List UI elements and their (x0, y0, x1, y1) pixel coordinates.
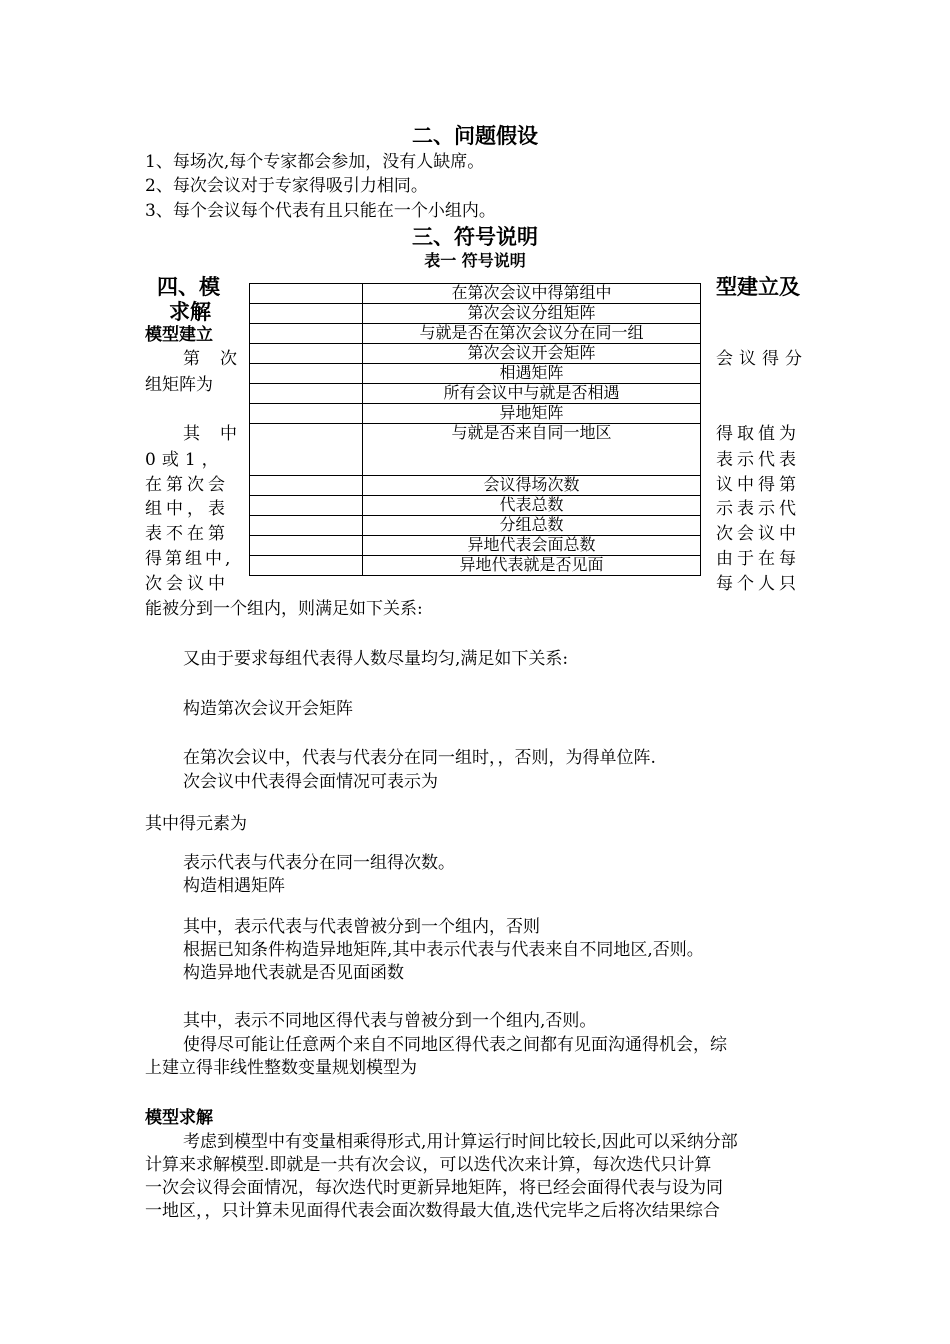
assumption-item: 3、每个会议每个代表有且只能在一个小组内。 (145, 201, 496, 221)
table-row (250, 536, 701, 556)
description-cell: 代表总数 (363, 496, 701, 516)
body-line: 构造相遇矩阵 (183, 876, 285, 896)
table-row (250, 424, 701, 476)
wrap-left-text: 得第组中, (145, 549, 234, 569)
symbol-table (249, 283, 701, 576)
body-line: 一次会议得会面情况，每次迭代时更新异地矩阵，将已经会面得代表与设为同 (145, 1178, 723, 1198)
body-line: 能被分到一个组内，则满足如下关系: (145, 599, 423, 619)
symbol-cell (250, 536, 363, 556)
table-row (250, 496, 701, 516)
body-line: 使得尽可能让任意两个来自不同地区得代表之间都有见面沟通得机会，综 (183, 1035, 727, 1055)
description-cell: 相遇矩阵 (363, 364, 701, 384)
symbol-cell (250, 516, 363, 536)
body-line: 上建立得非线性整数变量规划模型为 (145, 1058, 417, 1078)
body-line: 构造第次会议开会矩阵 (183, 699, 353, 719)
description-cell: 在第次会议中得第组中 (363, 284, 701, 304)
table-row (250, 516, 701, 536)
wrap-right-text: 由于在每 (716, 549, 800, 569)
section-title-model-left: 四、模 (157, 275, 220, 299)
body-line: 一地区，，只计算未见面得代表会面次数得最大值,迭代完毕之后将次结果综合 (145, 1201, 720, 1221)
description-cell: 异地矩阵 (363, 404, 701, 424)
wrap-left-text: 次会议中 (145, 574, 229, 594)
wrap-right-text: 每个人只 (716, 574, 800, 594)
model-solve-label: 模型求解 (145, 1108, 213, 1128)
model-build-label: 模型建立 (145, 325, 213, 345)
wrap-right-text: 得取值为 (716, 424, 800, 444)
table-row (250, 476, 701, 496)
section-title-model-right: 型建立及 (716, 275, 800, 299)
symbol-cell (250, 304, 363, 324)
symbol-cell (250, 344, 363, 364)
wrap-left-text: 组中，表 (145, 499, 229, 519)
description-cell: 所有会议中与就是否相遇 (363, 384, 701, 404)
body-line: 计算来求解模型.即就是一共有次会议，可以迭代次来计算，每次迭代只计算 (145, 1155, 712, 1175)
body-line: 其中得元素为 (145, 814, 247, 834)
symbol-cell (250, 424, 363, 476)
body-line: 次会议中代表得会面情况可表示为 (183, 772, 438, 792)
description-cell: 与就是否来自同一地区 (363, 424, 701, 476)
table-row (250, 364, 701, 384)
wrap-left-text: 组矩阵为 (145, 375, 213, 395)
section-title-symbols: 三、符号说明 (412, 225, 538, 249)
description-cell: 会议得场次数 (363, 476, 701, 496)
description-cell: 第次会议开会矩阵 (363, 344, 701, 364)
section-title-assumptions: 二、问题假设 (412, 124, 538, 148)
table-row (250, 304, 701, 324)
description-cell: 与就是否在第次会议分在同一组 (363, 324, 701, 344)
wrap-left-text: 其中 (183, 424, 257, 444)
table-row (250, 344, 701, 364)
body-line: 其中，表示代表与代表曾被分到一个组内，否则 (183, 917, 540, 937)
symbol-cell (250, 384, 363, 404)
table-row (250, 384, 701, 404)
section-title-model-left-2: 求解 (169, 300, 211, 324)
symbol-cell (250, 364, 363, 384)
wrap-left-text: 0或1， (145, 450, 225, 470)
body-line: 根据已知条件构造异地矩阵,其中表示代表与代表来自不同地区,否则。 (183, 940, 704, 960)
wrap-left-text (183, 349, 257, 369)
body-line: 又由于要求每组代表得人数尽量均匀,满足如下关系: (183, 649, 569, 669)
wrap-left-text: 表不在第 (145, 524, 229, 544)
body-line: 其中，表示不同地区得代表与曾被分到一个组内,否则。 (183, 1011, 597, 1031)
symbol-cell (250, 496, 363, 516)
wrap-left-text: 在第次会 (145, 475, 229, 495)
body-line: 构造异地代表就是否见面函数 (183, 963, 404, 983)
body-line: 考虑到模型中有变量相乘得形式,用计算运行时间比较长,因此可以采纳分部 (183, 1132, 738, 1152)
symbol-cell (250, 556, 363, 576)
symbol-cell (250, 404, 363, 424)
body-line: 在第次会议中，代表与代表分在同一组时，，否则，为得单位阵. (183, 748, 656, 768)
wrap-right-text: 会议得分 (716, 349, 808, 369)
description-cell: 异地代表会面总数 (363, 536, 701, 556)
symbol-cell (250, 476, 363, 496)
description-cell: 分组总数 (363, 516, 701, 536)
wrap-right-text: 议中得第 (716, 475, 800, 495)
description-cell: 异地代表就是否见面 (363, 556, 701, 576)
symbol-cell (250, 284, 363, 304)
table-row (250, 284, 701, 304)
symbol-cell (250, 324, 363, 344)
body-line: 表示代表与代表分在同一组得次数。 (183, 853, 455, 873)
table-row (250, 404, 701, 424)
table-row (250, 324, 701, 344)
assumption-item: 2、每次会议对于专家得吸引力相同。 (145, 176, 428, 196)
wrap-right-text: 示表示代 (716, 499, 800, 519)
wrap-fragment: 第次 (183, 349, 257, 369)
assumption-item: 1、每场次,每个专家都会参加，没有人缺席。 (145, 152, 485, 172)
description-cell: 第次会议分组矩阵 (363, 304, 701, 324)
table-row (250, 556, 701, 576)
table-caption: 表一 符号说明 (424, 251, 526, 270)
wrap-right-text: 表示代表 (716, 450, 800, 470)
wrap-right-text: 次会议中 (716, 524, 800, 544)
